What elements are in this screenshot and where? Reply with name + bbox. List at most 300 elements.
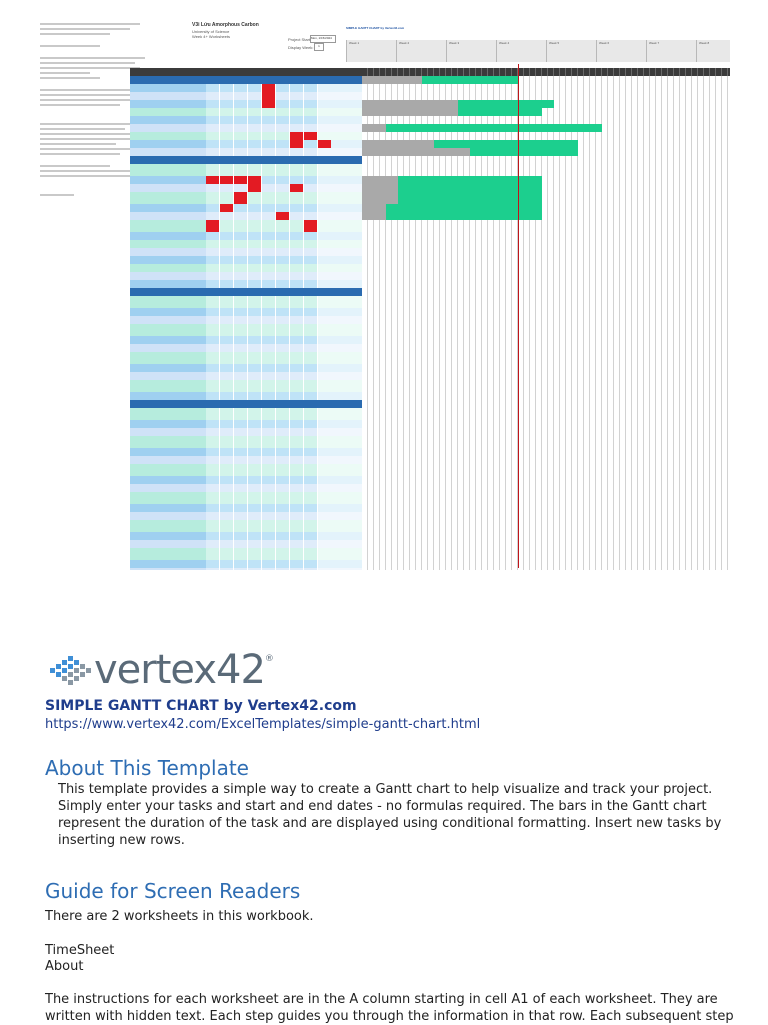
row-cols-cell (206, 520, 318, 532)
row-cols-cell (206, 240, 318, 248)
task-row[interactable] (130, 192, 730, 204)
task-row[interactable] (130, 280, 730, 288)
registered-mark: ® (264, 654, 274, 664)
display-week-label: Display Week: (288, 45, 314, 50)
row-task-cell (130, 372, 206, 380)
row-cols-cell (206, 288, 318, 296)
row-task-cell (130, 448, 206, 456)
row-dates-cell (318, 272, 362, 280)
row-dates-cell (318, 280, 362, 288)
row-task-cell (130, 140, 206, 148)
row-gantt-cell (362, 532, 730, 540)
task-row[interactable] (130, 316, 730, 324)
row-dates-cell (318, 492, 362, 504)
row-gantt-cell (362, 280, 730, 288)
row-cols-cell (206, 164, 318, 176)
week-header: Week 8 (696, 40, 730, 62)
row-task-cell (130, 148, 206, 156)
flag-cell (220, 204, 233, 212)
row-cols-cell (206, 364, 318, 372)
row-task-cell (130, 280, 206, 288)
phase-row[interactable] (130, 400, 730, 408)
row-dates-cell (318, 132, 362, 140)
row-task-cell (130, 296, 206, 308)
row-dates-cell (318, 308, 362, 316)
row-cols-cell (206, 220, 318, 232)
row-task-cell (130, 436, 206, 448)
row-task-cell (130, 164, 206, 176)
row-cols-cell (206, 436, 318, 448)
task-row[interactable] (130, 408, 730, 420)
row-task-cell (130, 124, 206, 132)
row-task-cell (130, 108, 206, 116)
gantt-bar (386, 124, 602, 132)
row-task-cell (130, 560, 206, 568)
row-dates-cell (318, 364, 362, 372)
row-dates-cell (318, 288, 362, 296)
task-row[interactable] (130, 476, 730, 484)
display-week-field[interactable]: 1 (314, 43, 324, 51)
gantt-grid (130, 68, 730, 568)
row-gantt-cell (362, 400, 730, 408)
gantt-bar (362, 176, 398, 184)
row-cols-cell (206, 504, 318, 512)
task-row[interactable] (130, 456, 730, 464)
row-dates-cell (318, 380, 362, 392)
row-gantt-cell (362, 492, 730, 504)
gantt-bar (434, 140, 578, 148)
task-row[interactable] (130, 420, 730, 428)
row-task-cell (130, 192, 206, 204)
row-cols-cell (206, 156, 318, 164)
task-row[interactable] (130, 448, 730, 456)
row-cols-cell (206, 116, 318, 124)
row-dates-cell (318, 420, 362, 428)
row-task-cell (130, 408, 206, 420)
row-gantt-cell (362, 92, 730, 100)
sheet-subtitle: University of Science (192, 29, 230, 34)
task-row[interactable] (130, 428, 730, 436)
row-cols-cell (206, 316, 318, 324)
row-cols-cell (206, 248, 318, 256)
row-task-cell (130, 456, 206, 464)
row-cols-cell (206, 428, 318, 436)
row-dates-cell (318, 436, 362, 448)
row-cols-cell (206, 68, 318, 76)
row-task-cell (130, 184, 206, 192)
task-row[interactable] (130, 308, 730, 316)
guide-intro: There are 2 worksheets in this workbook. (45, 909, 314, 924)
row-dates-cell (318, 264, 362, 272)
about-body: This template provides a simple way to create a Gantt chart to help visualize and track your project. Simply enter your tasks and start and end dates - no formulas required. The bars in the Gantt chart represent the duration of the task and are displayed using conditional formatting. Insert new tasks by inserting new rows. (58, 782, 722, 848)
task-row[interactable] (130, 344, 730, 352)
task-row[interactable] (130, 132, 730, 140)
row-gantt-cell (362, 264, 730, 272)
row-gantt-cell (362, 336, 730, 344)
row-dates-cell (318, 296, 362, 308)
worksheet-name: About (45, 959, 84, 974)
row-gantt-cell (362, 220, 730, 232)
task-row[interactable] (130, 560, 730, 568)
row-dates-cell (318, 232, 362, 240)
task-row[interactable] (130, 352, 730, 364)
week-header: Week 7 (646, 40, 696, 62)
row-task-cell (130, 352, 206, 364)
row-cols-cell (206, 308, 318, 316)
row-task-cell (130, 380, 206, 392)
row-dates-cell (318, 400, 362, 408)
row-gantt-cell (362, 68, 730, 76)
gantt-bar (362, 184, 398, 192)
sheet-brand-line: SIMPLE GANTT CHART by Vertex42.com (346, 26, 405, 30)
row-gantt-cell (362, 520, 730, 532)
row-dates-cell (318, 428, 362, 436)
about-heading: About This Template (45, 756, 249, 780)
week-header: Week 1 (346, 40, 396, 62)
row-dates-cell (318, 212, 362, 220)
task-row[interactable] (130, 272, 730, 280)
gantt-bar (362, 100, 458, 108)
row-task-cell (130, 156, 206, 164)
row-dates-cell (318, 220, 362, 232)
task-row[interactable] (130, 532, 730, 540)
row-task-cell (130, 204, 206, 212)
task-row[interactable] (130, 504, 730, 512)
task-row[interactable] (130, 364, 730, 372)
task-row[interactable] (130, 232, 730, 240)
row-gantt-cell (362, 512, 730, 520)
guide-instructions: The instructions for each worksheet are in the A column starting in cell A1 of each worksheet. They are written with hidden text. Each step guides you through the information in that row. Each subsequent step (45, 992, 734, 1024)
flag-cell (234, 192, 247, 204)
row-task-cell (130, 288, 206, 296)
flag-cell (248, 176, 261, 184)
task-row[interactable] (130, 540, 730, 548)
flag-cell (290, 184, 303, 192)
row-dates-cell (318, 76, 362, 84)
row-cols-cell (206, 344, 318, 352)
task-row[interactable] (130, 204, 730, 212)
task-row[interactable] (130, 148, 730, 156)
row-gantt-cell (362, 464, 730, 476)
flag-cell (248, 184, 261, 192)
row-gantt-cell (362, 364, 730, 372)
task-row[interactable] (130, 240, 730, 248)
row-task-cell (130, 520, 206, 532)
row-cols-cell (206, 484, 318, 492)
gantt-bar (362, 212, 386, 220)
row-gantt-cell (362, 456, 730, 464)
task-row[interactable] (130, 248, 730, 256)
task-row[interactable] (130, 548, 730, 560)
row-task-cell (130, 264, 206, 272)
row-dates-cell (318, 484, 362, 492)
gantt-bar (362, 140, 434, 148)
flag-cell (206, 220, 219, 232)
flag-cell (234, 176, 247, 184)
task-row[interactable] (130, 484, 730, 492)
week-header: Week 2 (396, 40, 446, 62)
row-cols-cell (206, 392, 318, 400)
row-cols-cell (206, 492, 318, 504)
row-dates-cell (318, 184, 362, 192)
task-row[interactable] (130, 140, 730, 148)
row-task-cell (130, 316, 206, 324)
guide-heading: Guide for Screen Readers (45, 879, 301, 903)
row-dates-cell (318, 448, 362, 456)
task-row[interactable] (130, 464, 730, 476)
row-task-cell (130, 76, 206, 84)
row-cols-cell (206, 296, 318, 308)
row-task-cell (130, 308, 206, 316)
row-dates-cell (318, 464, 362, 476)
row-dates-cell (318, 520, 362, 532)
task-row[interactable] (130, 124, 730, 132)
row-task-cell (130, 240, 206, 248)
task-row[interactable] (130, 380, 730, 392)
row-dates-cell (318, 548, 362, 560)
task-row[interactable] (130, 100, 730, 108)
week-header: Week 6 (596, 40, 646, 62)
row-cols-cell (206, 232, 318, 240)
phase-row[interactable] (130, 288, 730, 296)
row-cols-cell (206, 372, 318, 380)
row-dates-cell (318, 504, 362, 512)
task-row[interactable] (130, 568, 730, 570)
task-row[interactable] (130, 324, 730, 336)
row-gantt-cell (362, 316, 730, 324)
row-dates-cell (318, 324, 362, 336)
row-cols-cell (206, 192, 318, 204)
row-cols-cell (206, 272, 318, 280)
today-marker-line (518, 64, 519, 568)
task-row[interactable] (130, 212, 730, 220)
row-dates-cell (318, 92, 362, 100)
row-gantt-cell (362, 380, 730, 392)
flag-cell (290, 140, 303, 148)
row-task-cell (130, 428, 206, 436)
gantt-bar (362, 148, 470, 156)
row-gantt-cell (362, 436, 730, 448)
row-gantt-cell (362, 288, 730, 296)
row-cols-cell (206, 108, 318, 116)
gantt-bar (362, 192, 398, 204)
row-cols-cell (206, 256, 318, 264)
row-task-cell (130, 248, 206, 256)
row-cols-cell (206, 380, 318, 392)
task-row[interactable] (130, 220, 730, 232)
gantt-header-row[interactable] (130, 68, 730, 76)
row-task-cell (130, 116, 206, 124)
week-header: Week 5 (546, 40, 596, 62)
row-dates-cell (318, 100, 362, 108)
task-row[interactable] (130, 336, 730, 344)
task-row[interactable] (130, 116, 730, 124)
row-gantt-cell (362, 420, 730, 428)
gantt-bar (422, 76, 518, 84)
gantt-bar (362, 108, 458, 116)
row-task-cell (130, 540, 206, 548)
task-row[interactable] (130, 256, 730, 264)
row-gantt-cell (362, 568, 730, 570)
gantt-bar (362, 76, 422, 84)
row-cols-cell (206, 512, 318, 520)
task-row[interactable] (130, 296, 730, 308)
row-cols-cell (206, 264, 318, 272)
flag-cell (318, 140, 331, 148)
row-dates-cell (318, 256, 362, 264)
row-task-cell (130, 232, 206, 240)
row-dates-cell (318, 336, 362, 344)
row-gantt-cell (362, 232, 730, 240)
task-row[interactable] (130, 84, 730, 92)
row-task-cell (130, 476, 206, 484)
row-dates-cell (318, 248, 362, 256)
task-row[interactable] (130, 492, 730, 504)
row-task-cell (130, 400, 206, 408)
template-link[interactable]: https://www.vertex42.com/ExcelTemplates/simple-gantt-chart.html (45, 717, 481, 732)
row-dates-cell (318, 560, 362, 568)
row-cols-cell (206, 336, 318, 344)
row-task-cell (130, 212, 206, 220)
task-row[interactable] (130, 520, 730, 532)
flag-cell (276, 212, 289, 220)
row-gantt-cell (362, 560, 730, 568)
row-cols-cell (206, 456, 318, 464)
row-dates-cell (318, 164, 362, 176)
task-row[interactable] (130, 164, 730, 176)
row-cols-cell (206, 464, 318, 476)
row-task-cell (130, 324, 206, 336)
row-task-cell (130, 344, 206, 352)
row-gantt-cell (362, 256, 730, 264)
project-start-field[interactable]: Mon, 1/15/2024 (310, 35, 336, 43)
row-dates-cell (318, 124, 362, 132)
row-task-cell (130, 364, 206, 372)
row-gantt-cell (362, 272, 730, 280)
row-dates-cell (318, 156, 362, 164)
task-row[interactable] (130, 92, 730, 100)
row-gantt-cell (362, 352, 730, 364)
row-task-cell (130, 68, 206, 76)
phase-row[interactable] (130, 156, 730, 164)
row-task-cell (130, 84, 206, 92)
row-gantt-cell (362, 448, 730, 456)
row-dates-cell (318, 408, 362, 420)
row-task-cell (130, 548, 206, 560)
task-row[interactable] (130, 436, 730, 448)
flag-cell (206, 176, 219, 184)
row-cols-cell (206, 420, 318, 428)
vertex42-logo (48, 647, 274, 693)
task-row[interactable] (130, 264, 730, 272)
row-cols-cell (206, 532, 318, 540)
row-dates-cell (318, 344, 362, 352)
task-row[interactable] (130, 512, 730, 520)
row-cols-cell (206, 324, 318, 336)
task-row[interactable] (130, 372, 730, 380)
logo-wordmark: vertex42 (94, 647, 265, 693)
row-dates-cell (318, 476, 362, 484)
row-dates-cell (318, 532, 362, 540)
flag-cell (304, 220, 317, 232)
flag-cell (220, 176, 233, 184)
row-dates-cell (318, 316, 362, 324)
row-cols-cell (206, 560, 318, 568)
row-cols-cell (206, 124, 318, 132)
row-gantt-cell (362, 240, 730, 248)
row-gantt-cell (362, 116, 730, 124)
row-cols-cell (206, 148, 318, 156)
row-dates-cell (318, 540, 362, 548)
row-task-cell (130, 504, 206, 512)
row-gantt-cell (362, 296, 730, 308)
row-dates-cell (318, 116, 362, 124)
row-gantt-cell (362, 428, 730, 436)
flag-cell (304, 132, 317, 140)
row-dates-cell (318, 108, 362, 116)
task-row[interactable] (130, 392, 730, 400)
phase-row[interactable] (130, 76, 730, 84)
project-start-label: Project Start: (288, 37, 312, 42)
row-task-cell (130, 512, 206, 520)
gantt-bar (398, 192, 542, 204)
brand-title: SIMPLE GANTT CHART by Vertex42.com (45, 698, 357, 714)
gantt-bar (470, 148, 578, 156)
spreadsheet-preview (30, 18, 730, 570)
week-header-row (346, 40, 730, 62)
flag-cell (262, 100, 275, 108)
row-dates-cell (318, 240, 362, 248)
task-row[interactable] (130, 184, 730, 192)
row-gantt-cell (362, 344, 730, 352)
row-cols-cell (206, 352, 318, 364)
row-dates-cell (318, 456, 362, 464)
row-task-cell (130, 220, 206, 232)
week-header: Week 4 (496, 40, 546, 62)
row-task-cell (130, 532, 206, 540)
row-cols-cell (206, 540, 318, 548)
row-gantt-cell (362, 540, 730, 548)
gantt-bar (458, 108, 542, 116)
row-task-cell (130, 272, 206, 280)
row-task-cell (130, 100, 206, 108)
row-gantt-cell (362, 372, 730, 380)
flag-cell (262, 92, 275, 100)
row-dates-cell (318, 204, 362, 212)
task-row[interactable] (130, 176, 730, 184)
row-dates-cell (318, 352, 362, 364)
row-task-cell (130, 92, 206, 100)
row-dates-cell (318, 176, 362, 184)
row-cols-cell (206, 76, 318, 84)
sheet-title: V3i Lứu Amorphous Carbon (192, 22, 259, 28)
row-task-cell (130, 132, 206, 140)
row-task-cell (130, 568, 206, 570)
row-cols-cell (206, 568, 318, 570)
row-dates-cell (318, 84, 362, 92)
row-dates-cell (318, 392, 362, 400)
row-task-cell (130, 256, 206, 264)
flag-cell (290, 132, 303, 140)
row-dates-cell (318, 148, 362, 156)
row-gantt-cell (362, 132, 730, 140)
row-task-cell (130, 464, 206, 476)
row-gantt-cell (362, 308, 730, 316)
row-gantt-cell (362, 84, 730, 92)
row-gantt-cell (362, 324, 730, 336)
task-row[interactable] (130, 108, 730, 116)
row-gantt-cell (362, 476, 730, 484)
